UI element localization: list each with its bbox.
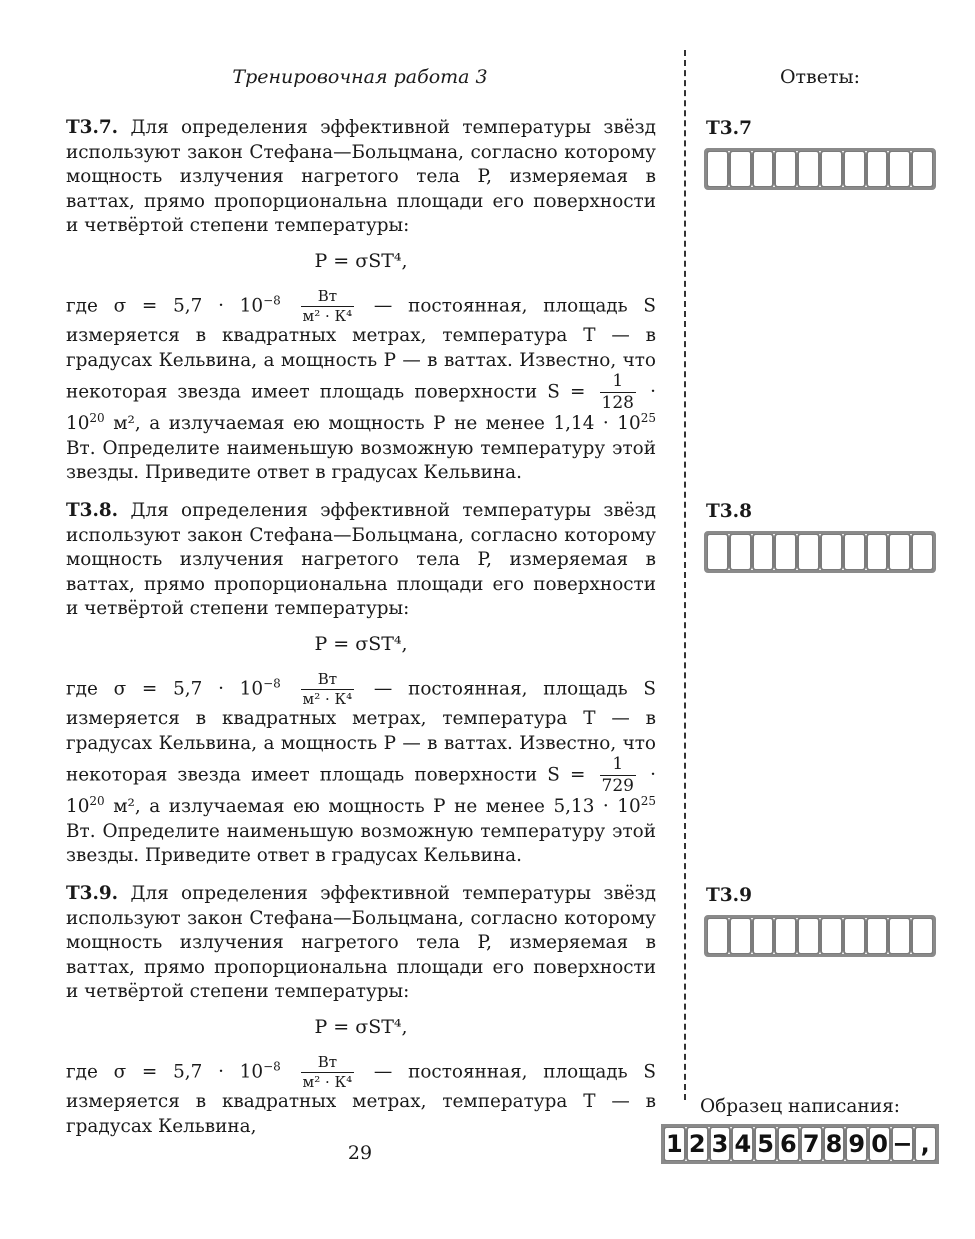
unit-numerator: Вт — [301, 672, 355, 690]
sample-char: 8 — [823, 1126, 846, 1162]
answer-cell[interactable] — [888, 150, 911, 188]
answer-label-3-8: Т3.8 — [706, 501, 752, 522]
running-title: Тренировочная работа 3 — [232, 66, 488, 88]
sigma-definition: где σ = 5,7 · 10 — [66, 1061, 264, 1083]
task-intro: Для определения эффективной температуры звёзд используют закон Стефана—Больцмана, согласно которому мощность излучения нагретого тела P, измеряемая в ваттах, прямо пропорциональна площади его поверхности и четвёртой степени температуры: — [66, 883, 656, 1003]
power-text: м², а излучаемая ею мощность P не менее 5,13 · 10 — [113, 796, 641, 818]
answer-cell[interactable] — [843, 917, 866, 955]
sample-char: 2 — [686, 1126, 709, 1162]
answer-cell[interactable] — [729, 917, 752, 955]
answer-cells-3-7[interactable] — [706, 150, 934, 188]
power-text: м², а излучаемая ею мощность P не менее 1,14 · 10 — [113, 413, 641, 435]
sample-char: 4 — [731, 1126, 754, 1162]
answer-cell[interactable] — [797, 150, 820, 188]
answer-cell[interactable] — [752, 150, 775, 188]
answer-cell[interactable] — [820, 533, 843, 571]
unit-numerator: Вт — [301, 1055, 355, 1073]
unit-fraction — [301, 286, 355, 325]
area-fraction — [600, 373, 636, 412]
sigma-exponent: −8 — [263, 676, 281, 691]
sigma-definition: где σ = 5,7 · 10 — [66, 295, 264, 317]
area-fraction — [600, 756, 636, 795]
sigma-exponent: −8 — [263, 1059, 281, 1074]
sample-char: 0 — [868, 1126, 891, 1162]
sample-char: 1 — [663, 1126, 686, 1162]
answer-cell[interactable] — [911, 150, 934, 188]
task-question: Вт. Определите наименьшую возможную температуру этой звезды. Приведите ответ в градусах Кельвина. — [66, 437, 656, 484]
task-3-9 — [66, 882, 656, 1139]
area-exponent: 20 — [89, 411, 105, 426]
answer-cell[interactable] — [706, 533, 729, 571]
sigma-definition: где σ = 5,7 · 10 — [66, 678, 264, 700]
area-denominator: 729 — [601, 776, 634, 797]
answers-title: Ответы: — [779, 66, 861, 88]
answer-cell[interactable] — [774, 917, 797, 955]
formula: P = σST⁴, — [314, 632, 408, 655]
unit-denominator: м² · К⁴ — [302, 306, 353, 325]
answer-cell[interactable] — [774, 150, 797, 188]
task-body: — постоянная, площадь S измеряется в квадратных метрах, температура T — в градусах Кельвина, а мощность P — в ваттах. Известно, что некоторая звезда имеет площадь поверхности S = — [66, 295, 656, 403]
answer-cell[interactable] — [911, 533, 934, 571]
sigma-exponent: −8 — [263, 293, 281, 308]
answer-cell[interactable] — [797, 917, 820, 955]
task-body: — постоянная, площадь S измеряется в квадратных метрах, температура T — в градусах Кельвина, а мощность P — в ваттах. Известно, что некоторая звезда имеет площадь поверхности S = — [66, 678, 656, 786]
answer-cell[interactable] — [888, 533, 911, 571]
task-number: Т3.7. — [66, 117, 119, 138]
area-numerator: 1 — [600, 373, 636, 393]
task-number: Т3.8. — [66, 500, 119, 521]
unit-denominator: м² · К⁴ — [302, 689, 353, 708]
answer-cell[interactable] — [866, 150, 889, 188]
answer-cell[interactable] — [706, 917, 729, 955]
task-body: — постоянная, площадь S измеряется в квадратных метрах, температура T — в градусах Кельвина, — [66, 1061, 656, 1137]
unit-fraction — [301, 1052, 355, 1091]
task-3-7 — [66, 116, 656, 486]
answer-cell[interactable] — [797, 533, 820, 571]
area-denominator: 128 — [601, 393, 634, 414]
sample-char: 6 — [777, 1126, 800, 1162]
sample-label: Образец написания: — [700, 1096, 900, 1117]
unit-fraction — [301, 669, 355, 708]
area-exponent: 20 — [89, 794, 105, 809]
sample-char: 9 — [845, 1126, 868, 1162]
sample-writing — [663, 1126, 937, 1162]
answer-cell[interactable] — [888, 917, 911, 955]
answer-cells-3-8[interactable] — [706, 533, 934, 571]
sample-char: 5 — [754, 1126, 777, 1162]
cut-line-divider — [684, 50, 686, 1100]
answer-cell[interactable] — [866, 917, 889, 955]
power-exponent: 25 — [640, 794, 656, 809]
task-question: Вт. Определите наименьшую возможную температуру этой звезды. Приведите ответ в градусах Кельвина. — [66, 820, 656, 867]
task-3-8 — [66, 499, 656, 869]
sample-char: , — [914, 1126, 937, 1162]
task-number: Т3.9. — [66, 883, 119, 904]
formula: P = σST⁴, — [314, 1015, 408, 1038]
answer-cell[interactable] — [820, 917, 843, 955]
answer-label-3-7: Т3.7 — [706, 118, 752, 139]
answer-cell[interactable] — [911, 917, 934, 955]
answer-cell[interactable] — [866, 533, 889, 571]
answer-cell[interactable] — [752, 917, 775, 955]
formula: P = σST⁴, — [314, 249, 408, 272]
power-exponent: 25 — [640, 411, 656, 426]
unit-numerator: Вт — [301, 289, 355, 307]
unit-denominator: м² · К⁴ — [302, 1072, 353, 1091]
answer-cell[interactable] — [843, 150, 866, 188]
sample-char: 7 — [800, 1126, 823, 1162]
task-intro: Для определения эффективной температуры звёзд используют закон Стефана—Больцмана, согласно которому мощность излучения нагретого тела P, измеряемая в ваттах, прямо пропорциональна площади его поверхности и четвёртой степени температуры: — [66, 500, 656, 620]
answer-cell[interactable] — [843, 533, 866, 571]
sample-char: 3 — [709, 1126, 732, 1162]
area-numerator: 1 — [600, 756, 636, 776]
answer-cell[interactable] — [706, 150, 729, 188]
answer-label-3-9: Т3.9 — [706, 885, 752, 906]
answer-cell[interactable] — [774, 533, 797, 571]
area-power: · 10 — [66, 764, 656, 818]
answer-cell[interactable] — [729, 533, 752, 571]
page-number: 29 — [347, 1142, 373, 1164]
task-intro: Для определения эффективной температуры звёзд используют закон Стефана—Больцмана, согласно которому мощность излучения нагретого тела P, измеряемая в ваттах, прямо пропорциональна площади его поверхности и четвёртой степени температуры: — [66, 117, 656, 237]
answer-cell[interactable] — [820, 150, 843, 188]
area-power: · 10 — [66, 381, 656, 435]
answer-cell[interactable] — [752, 533, 775, 571]
sample-char: − — [891, 1126, 914, 1162]
answer-cell[interactable] — [729, 150, 752, 188]
answer-cells-3-9[interactable] — [706, 917, 934, 955]
